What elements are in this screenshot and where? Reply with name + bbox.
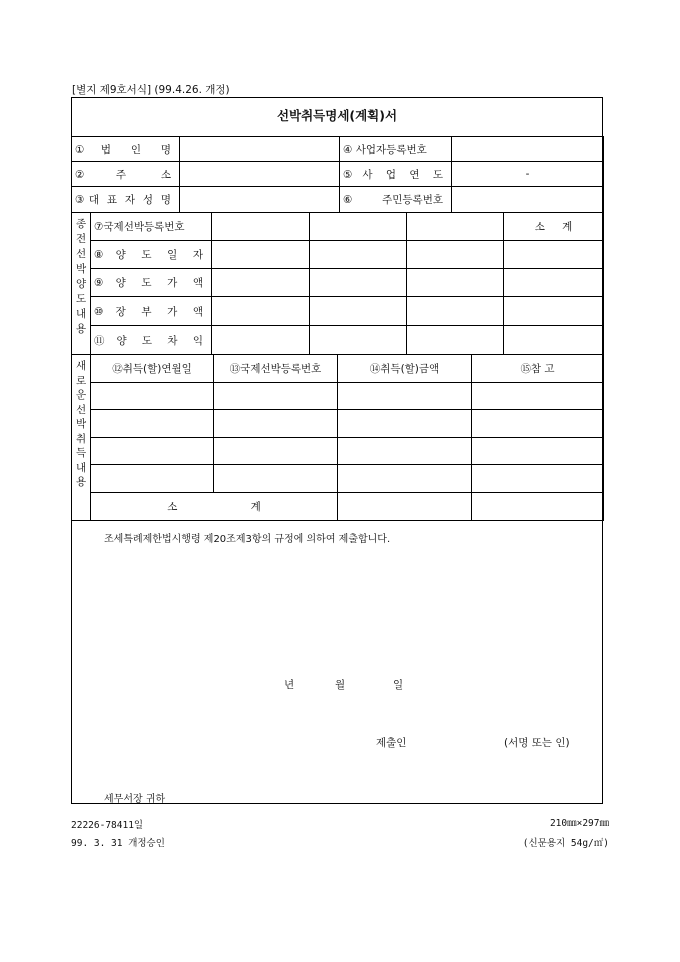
new-cell[interactable] bbox=[91, 438, 214, 465]
former-cell[interactable] bbox=[212, 297, 310, 326]
new-cell[interactable] bbox=[338, 383, 472, 410]
resident-no-field[interactable] bbox=[452, 187, 604, 213]
new-header-note: ⑮참 고 bbox=[472, 355, 604, 383]
biz-reg-field[interactable] bbox=[452, 137, 604, 162]
new-cell[interactable] bbox=[214, 410, 338, 438]
date-year-label: 년 bbox=[284, 679, 295, 691]
new-cell[interactable] bbox=[91, 410, 214, 438]
new-cell[interactable] bbox=[91, 465, 214, 493]
former-cell[interactable] bbox=[504, 269, 604, 297]
former-cell[interactable] bbox=[310, 213, 407, 241]
former-cell[interactable] bbox=[504, 326, 604, 355]
former-row-label: ⑨양 도 가 액 bbox=[91, 269, 212, 297]
former-cell[interactable] bbox=[310, 269, 407, 297]
new-cell[interactable] bbox=[472, 465, 604, 493]
former-row-label: ⑧양 도 일 자 bbox=[91, 241, 212, 269]
footer-paper-size: 210㎜×297㎜ bbox=[549, 818, 609, 829]
corp-name-label: ①법 인 명 bbox=[72, 137, 180, 162]
new-header-amount: ⑭취득(할)금액 bbox=[338, 355, 472, 383]
new-cell[interactable] bbox=[472, 410, 604, 438]
new-header-reg-no: ⑬국제선박등록번호 bbox=[214, 355, 338, 383]
former-row-label: ⑩장 부 가 액 bbox=[91, 297, 212, 326]
rep-name-label: ③대 표 자 성 명 bbox=[72, 187, 180, 213]
new-cell[interactable] bbox=[338, 410, 472, 438]
biz-year-field[interactable]: - bbox=[452, 162, 604, 187]
corp-name-field[interactable] bbox=[180, 137, 340, 162]
footer-form-code: 22226-78411일 bbox=[71, 820, 144, 831]
biz-year-label: ⑤사 업 연 도 bbox=[340, 162, 452, 187]
former-ship-table bbox=[71, 212, 604, 355]
date-month-label: 월 bbox=[335, 679, 346, 691]
new-subtotal-amount[interactable] bbox=[338, 493, 472, 521]
new-cell[interactable] bbox=[338, 465, 472, 493]
former-row-label: ⑪양 도 차 익 bbox=[91, 326, 212, 355]
former-cell[interactable] bbox=[504, 297, 604, 326]
submitter-label: 제출인 bbox=[376, 737, 407, 749]
signature-label[interactable]: (서명 또는 인) bbox=[504, 737, 570, 749]
address-label: ②주 소 bbox=[72, 162, 180, 187]
former-cell[interactable] bbox=[407, 297, 504, 326]
new-subtotal-label: 소 계 bbox=[91, 493, 338, 521]
former-cell[interactable] bbox=[407, 241, 504, 269]
rep-name-field[interactable] bbox=[180, 187, 340, 213]
former-cell[interactable] bbox=[504, 241, 604, 269]
new-header-date: ⑫취득(할)연월일 bbox=[91, 355, 214, 383]
former-side-label: 종전선박양도내용 bbox=[72, 213, 91, 355]
new-cell[interactable] bbox=[472, 438, 604, 465]
addressee-text: 세무서장 귀하 bbox=[104, 794, 166, 805]
former-row-label: ⑦국제선박등록번호 bbox=[91, 213, 212, 241]
new-cell[interactable] bbox=[214, 383, 338, 410]
former-cell[interactable] bbox=[310, 241, 407, 269]
former-cell[interactable] bbox=[212, 241, 310, 269]
applicant-table bbox=[71, 136, 604, 213]
former-cell[interactable] bbox=[407, 326, 504, 355]
new-cell[interactable] bbox=[472, 383, 604, 410]
new-cell[interactable] bbox=[214, 438, 338, 465]
new-cell[interactable] bbox=[214, 465, 338, 493]
former-cell[interactable] bbox=[212, 326, 310, 355]
biz-reg-label: ④ 사업자등록번호 bbox=[340, 137, 452, 162]
former-subtotal-header: 소 계 bbox=[504, 213, 604, 241]
former-cell[interactable] bbox=[212, 269, 310, 297]
footer-paper-type: (신문용지 54g/㎡) bbox=[522, 838, 609, 849]
resident-no-label: ⑥주민등록번호 bbox=[340, 187, 452, 213]
form-title: 선박취득명세(계획)서 bbox=[276, 108, 398, 123]
address-field[interactable] bbox=[180, 162, 340, 187]
new-cell[interactable] bbox=[338, 438, 472, 465]
declaration-text: 조세특례제한법시행령 제20조제3항의 규정에 의하여 제출합니다. bbox=[104, 534, 391, 545]
new-side-label: 새로운선박취득내용 bbox=[72, 355, 91, 521]
new-subtotal-note[interactable] bbox=[472, 493, 604, 521]
new-cell[interactable] bbox=[91, 383, 214, 410]
former-cell[interactable] bbox=[407, 269, 504, 297]
footer-approval: 99. 3. 31 개정승인 bbox=[71, 838, 165, 849]
date-day-label: 일 bbox=[393, 679, 404, 691]
former-cell[interactable] bbox=[310, 326, 407, 355]
former-cell[interactable] bbox=[407, 213, 504, 241]
form-header-note: [별지 제9호서식] (99.4.26. 개정) bbox=[72, 84, 230, 96]
former-cell[interactable] bbox=[310, 297, 407, 326]
former-cell[interactable] bbox=[212, 213, 310, 241]
new-ship-table bbox=[71, 354, 604, 521]
